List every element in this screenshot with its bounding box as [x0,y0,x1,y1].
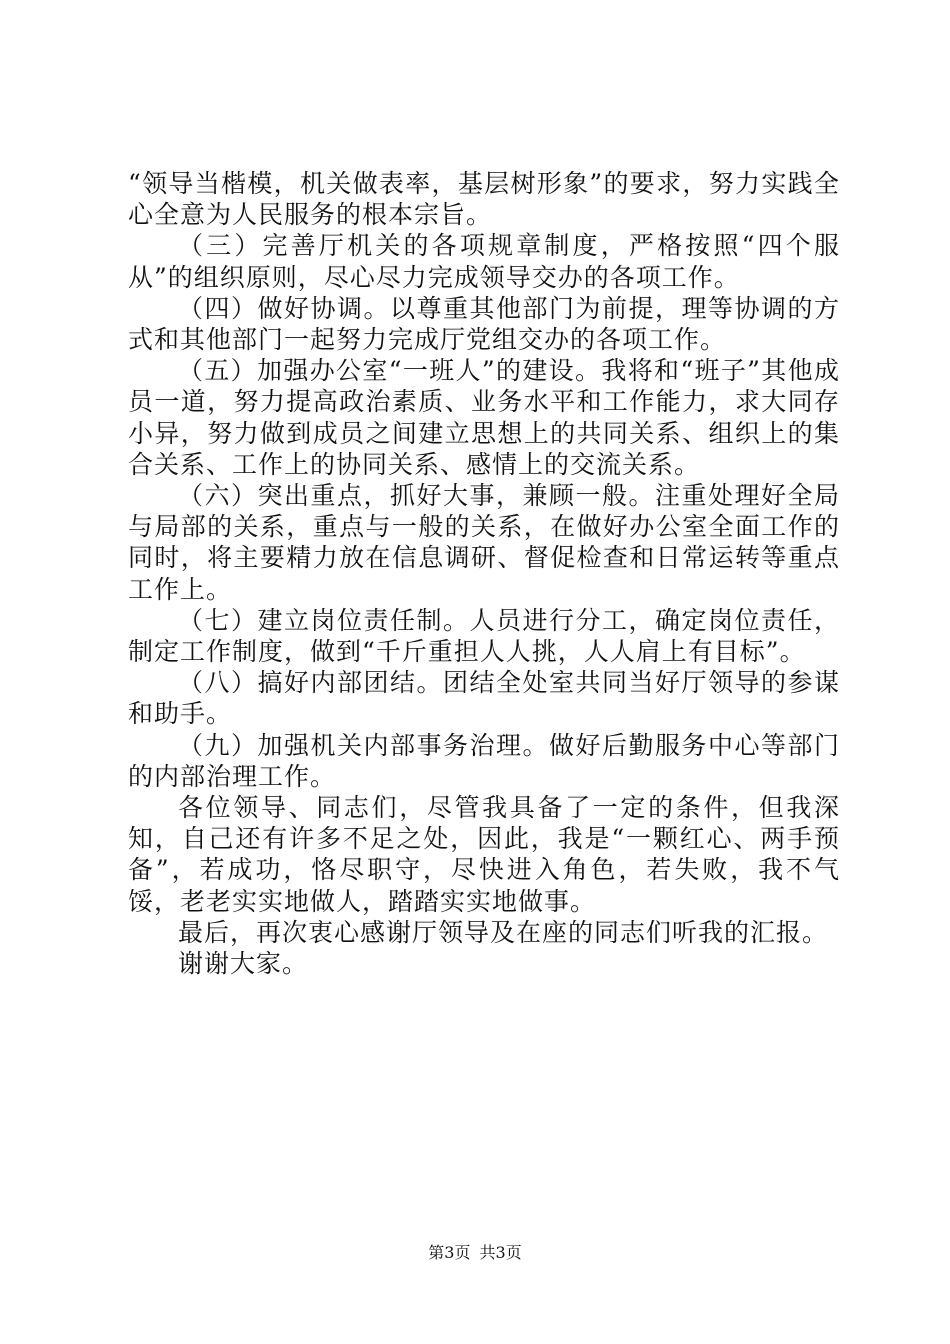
paragraph-item-6: （六）突出重点，抓好大事，兼顾一般。注重处理好全局与局部的关系，重点与一般的关系，在做好办公室全面工作的同时，将主要精力放在信息调研、督促检查和日常运转等重点工作上。 [128,481,840,604]
document-body [128,168,840,979]
page-number: 第3页 [428,1243,471,1262]
paragraph-item-9: （九）加强机关内部事务治理。做好后勤服务中心等部门的内部治理工作。 [128,730,840,791]
paragraph-thanks-leaders: 最后，再次衷心感谢厅领导及在座的同志们听我的汇报。 [178,917,829,947]
paragraph-continuation: “领导当楷模，机关做表率，基层树形象”的要求，努力实践全心全意为人民服务的根本宗旨。 [128,169,840,230]
paragraph-thanks-all: 谢谢大家。 [178,949,309,979]
paragraph-item-8: （八）搞好内部团结。团结全处室共同当好厅领导的参谋和助手。 [128,668,840,729]
paragraph-item-3: （三）完善厅机关的各项规章制度，严格按照“四个服从”的组织原则，尽心尽力完成领导交办的各项工作。 [128,231,840,292]
page-footer [0,1243,950,1263]
paragraph-closing-statement: 各位领导、同志们，尽管我具备了一定的条件，但我深知，自己还有许多不足之处，因此，我是“一颗红心、两手预备”，若成功，恪尽职守，尽快进入角色，若失败，我不气馁，老老实实地做人，踏踏实实地做事。 [128,793,840,916]
paragraph-item-4: （四）做好协调。以尊重其他部门为前提，理等协调的方式和其他部门一起努力完成厅党组交办的各项工作。 [128,293,840,355]
paragraph-item-7: （七）建立岗位责任制。人员进行分工，确定岗位责任，制定工作制度，做到“千斤重担人人挑，人人肩上有目标”。 [128,605,840,667]
paragraph-item-5: （五）加强办公室“一班人”的建设。我将和“班子”其他成员一道，努力提高政治素质、业务水平和工作能力，求大同存小异，努力做到成员之间建立思想上的共同关系、组织上的集合关系、工作上的协同关系、感情上的交流关系。 [128,356,840,479]
page-total: 共3页 [479,1243,522,1262]
